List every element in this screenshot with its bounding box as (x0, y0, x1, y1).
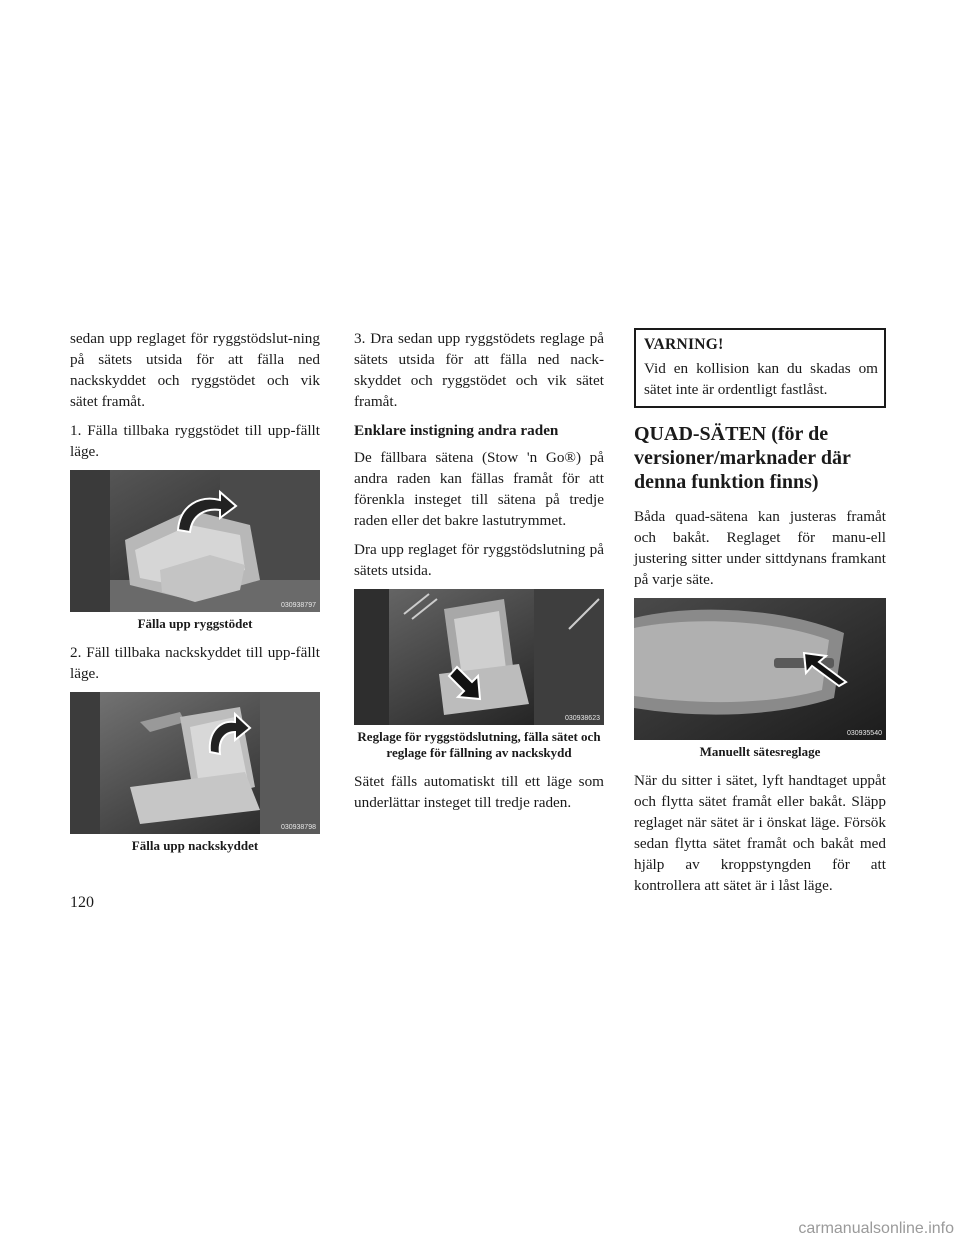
warning-box (634, 328, 886, 408)
figure-code: 030935540 (846, 730, 882, 737)
warning-title: VARNING! (644, 336, 724, 353)
figure-code: 030938798 (280, 824, 316, 831)
figure-caption: Reglage för ryggstödslutning, fälla sätet och reglage för fällning av nackskydd (357, 729, 601, 760)
figure-code: 030938797 (280, 602, 316, 609)
paragraph: Båda quad-sätena kan justeras framåt och bakåt. Reglaget för manu-ell justering sitter under sittdynans framkant på varje säte. (634, 508, 886, 588)
figure-manual-seat-control (634, 598, 886, 740)
figure-caption: Manuellt sätesreglage (699, 744, 821, 759)
paragraph: Sätet fälls automatiskt till ett läge som underlättar insteget till tredje raden. (354, 773, 604, 811)
seat-illustration (70, 692, 320, 834)
step-3: 3. Dra sedan upp ryggstödets reglage på sätets utsida för att fälla ned nack-skyddet och ryggstödet och vik sätet framåt. (354, 330, 604, 410)
seat-illustration (634, 598, 886, 740)
step-2: 2. Fäll tillbaka nackskyddet till upp-fällt läge. (70, 644, 320, 682)
paragraph: När du sitter i sätet, lyft handtaget uppåt och flytta sätet framåt eller bakåt. Släpp reglaget när sätet är i önskat läge. Försök sedan flytta sätet framåt och bakåt med hjälp av kroppstyngden för att kontrollera att sätet är i låst läge. (634, 772, 886, 894)
figure-caption: Fälla upp ryggstödet (137, 616, 253, 631)
step-1: 1. Fälla tillbaka ryggstödet till upp-fällt läge. (70, 422, 320, 460)
paragraph: De fällbara sätena (Stow 'n Go®) på andra raden kan fällas framåt för att förenkla insteget till sätena på tredje raden eller det bakre lastutrymmet. (354, 449, 604, 529)
section-heading: QUAD-SÄTEN (för de versioner/marknader där denna funktion finns) (634, 423, 851, 493)
figure-fold-up-backrest (70, 470, 320, 612)
figure-code: 030938623 (564, 715, 600, 722)
figure-caption: Fälla upp nackskyddet (131, 838, 259, 853)
paragraph: Dra upp reglaget för ryggstödslutning på sätets utsida. (354, 541, 604, 579)
column-3 (634, 328, 886, 904)
column-1 (70, 328, 320, 864)
warning-text: Vid en kollision kan du skadas om sätet inte är ordentligt fastlåst. (644, 360, 878, 398)
paragraph-continued: sedan upp reglaget för ryggstödslut-ning på sätets utsida för att fälla ned nackskyddet och ryggstödet och vik sätet framåt. (70, 330, 320, 410)
watermark[interactable]: carmanualsonline.info (798, 1220, 954, 1237)
column-2 (354, 328, 604, 821)
subheading: Enklare instigning andra raden (354, 422, 559, 439)
figure-fold-up-headrest (70, 692, 320, 834)
page-number: 120 (70, 894, 94, 911)
figure-seat-controls (354, 589, 604, 725)
seat-illustration (354, 589, 604, 725)
seat-illustration (70, 470, 320, 612)
